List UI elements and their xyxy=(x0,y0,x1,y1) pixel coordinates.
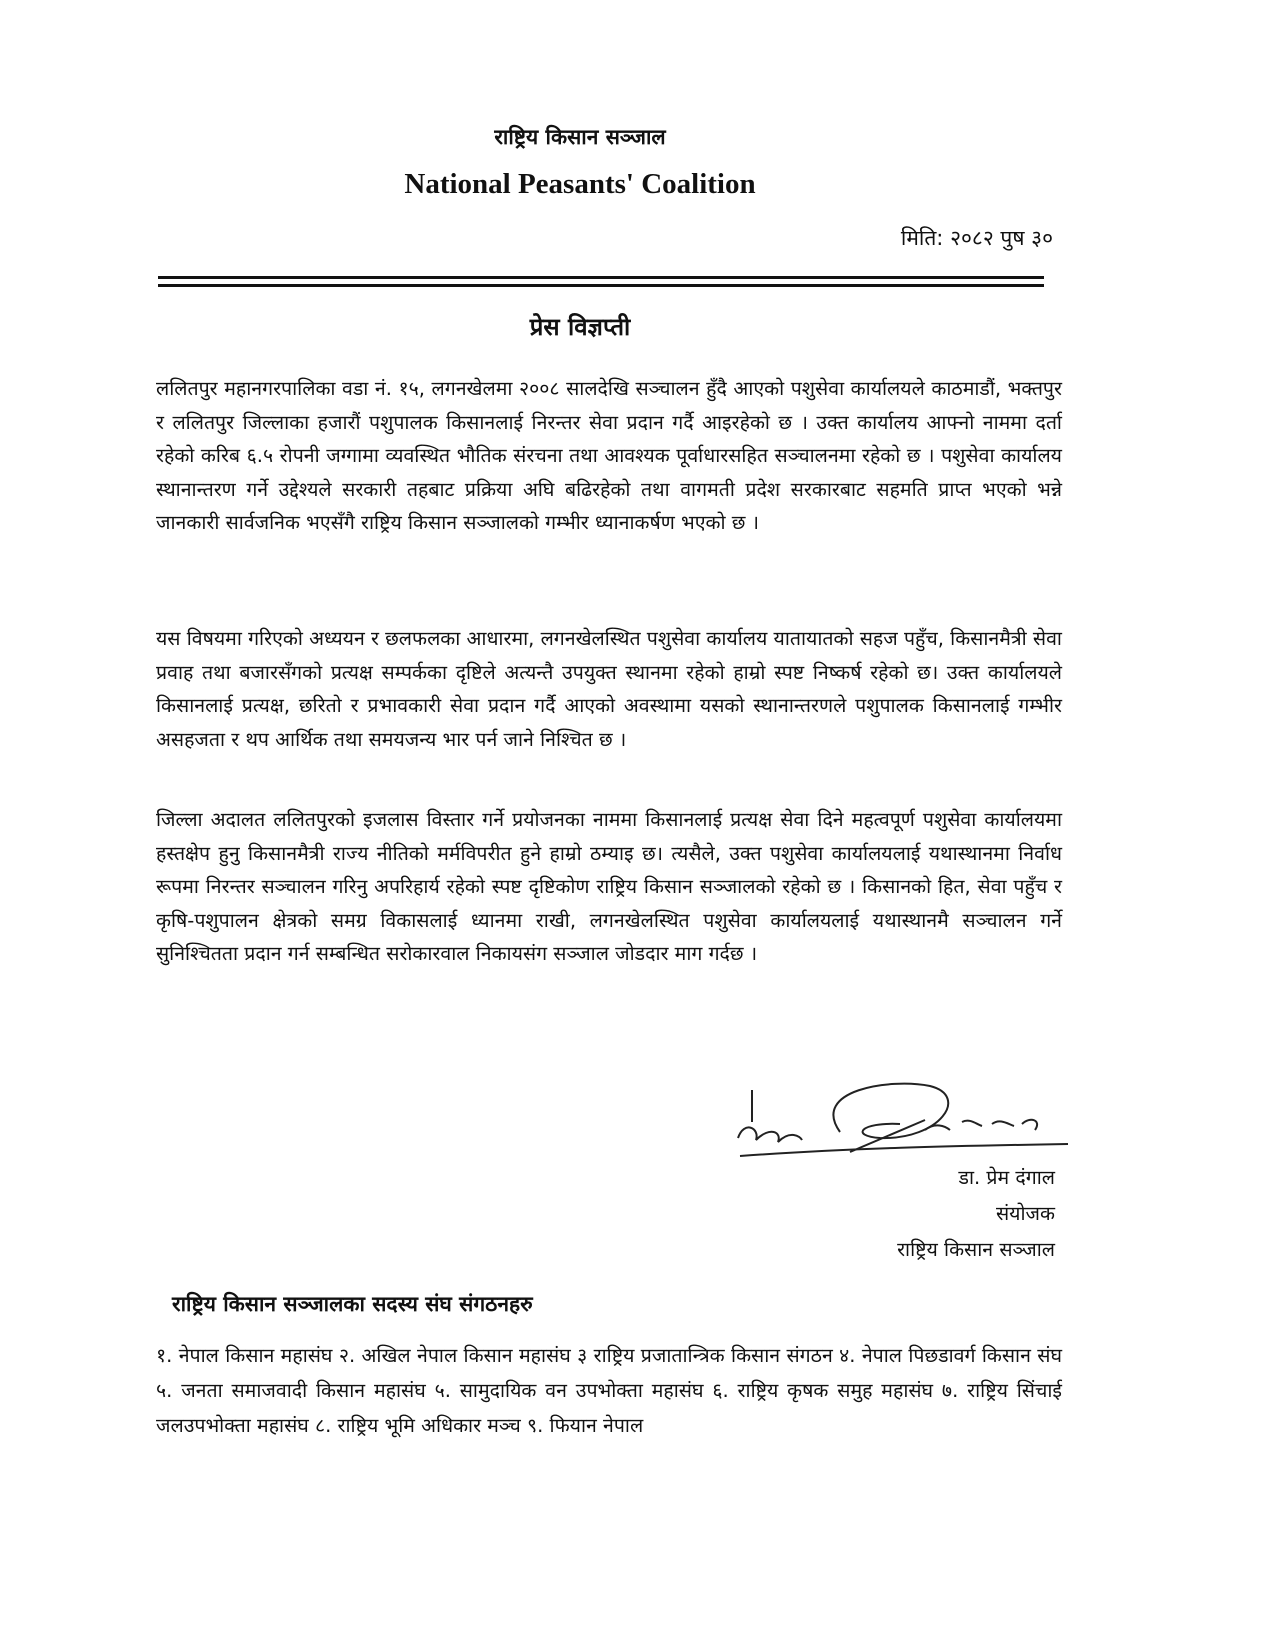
organization-name-english: National Peasants' Coalition xyxy=(404,168,756,200)
body-paragraph-2: यस विषयमा गरिएको अध्ययन र छलफलका आधारमा, लगनखेलस्थित पशुसेवा कार्यालय यातायातको सहज पहुँच, किसानमैत्री सेवा प्रवाह तथा बजारसँगको प्रत्यक्ष सम्पर्कका दृष्टिले अत्यन्तै उपयुक्त स्थानमा रहेको हाम्रो स्पष्ट निष्कर्ष रहेको छ। उक्त कार्यालयले किसानलाई प्रत्यक्ष, छरितो र प्रभावकारी सेवा प्रदान गर्दै आएको अवस्थामा यसको स्थानान्तरणले पशुपालक किसानलाई गम्भीर असहजता र थप आर्थिक तथा समयजन्य भार पर्न जाने निश्चित छ । xyxy=(156,627,1062,751)
release-date: मिति: २०८२ पुष ३० xyxy=(900,226,1053,250)
signatory-organization: राष्ट्रिय किसान सञ्जाल xyxy=(897,1238,1055,1261)
signatory-block xyxy=(897,1160,1055,1268)
signatory-position: संयोजक xyxy=(996,1202,1055,1225)
signatory-name: डा. प्रेम दंगाल xyxy=(958,1166,1055,1189)
handwritten-signature xyxy=(730,1060,1070,1160)
body-paragraph-3: जिल्ला अदालत ललितपुरको इजलास विस्तार गर्ने प्रयोजनका नाममा किसानलाई प्रत्यक्ष सेवा दिने महत्वपूर्ण पशुसेवा कार्यालयमा हस्तक्षेप हुनु किसानमैत्री राज्य नीतिको मर्मविपरीत हुने हाम्रो ठम्याइ छ। त्यसैले, उक्त पशुसेवा कार्यालयलाई यथास्थानमा निर्वाध रूपमा निरन्तर सञ्चालन गरिनु अपरिहार्य रहेको स्पष्ट दृष्टिकोण राष्ट्रिय किसान सञ्जालको रहेको छ । किसानको हित, सेवा पहुँच र कृषि-पशुपालन क्षेत्रको समग्र विकासलाई ध्यानमा राखी, लगनखेलस्थित पशुसेवा कार्यालयलाई यथास्थानमै सञ्चालन गर्ने सुनिश्चितता प्रदान गर्न सम्बन्धित सरोकारवाल निकायसंग सञ्जाल जोडदार माग गर्दछ । xyxy=(156,808,1062,965)
organization-name-nepali: राष्ट्रिय किसान सञ्जाल xyxy=(494,125,666,149)
divider-line-bottom xyxy=(158,284,1044,287)
divider-line-top xyxy=(158,276,1044,279)
press-release-title: प्रेस विज्ञप्ती xyxy=(529,313,631,341)
member-organizations-list: १. नेपाल किसान महासंघ २. अखिल नेपाल किसान महासंघ ३ राष्ट्रिय प्रजातान्त्रिक किसान संगठन ४. नेपाल पिछडावर्ग किसान संघ ५. जनता समाजवादी किसान महासंघ ५. सामुदायिक वन उपभोक्ता महासंघ ६. राष्ट्रिय कृषक समुह महासंघ ७. राष्ट्रिय सिंचाई जलउपभोक्ता महासंघ ८. राष्ट्रिय भूमि अधिकार मञ्च ९. फियान नेपाल xyxy=(156,1344,1062,1437)
member-organizations-heading: राष्ट्रिय किसान सञ्जालका सदस्य संघ संगठनहरु xyxy=(172,1292,533,1316)
body-paragraph-1: ललितपुर महानगरपालिका वडा नं. १५, लगनखेलमा २००८ सालदेखि सञ्चालन हुँदै आएको पशुसेवा कार्यालयले काठमाडौं, भक्तपुर र ललितपुर जिल्लाका हजारौं पशुपालक किसानलाई निरन्तर सेवा प्रदान गर्दै आइरहेको छ । उक्त कार्यालय आफ्नो नाममा दर्ता रहेको करिब ६.५ रोपनी जग्गामा व्यवस्थित भौतिक संरचना तथा आवश्यक पूर्वाधारसहित सञ्चालनमा रहेको छ । पशुसेवा कार्यालय स्थानान्तरण गर्ने उद्देश्यले सरकारी तहबाट प्रक्रिया अघि बढिरहेको तथा वागमती प्रदेश सरकारबाट सहमति प्राप्त भएको भन्ने जानकारी सार्वजनिक भएसँगै राष्ट्रिय किसान सञ्जालको गम्भीर ध्यानाकर्षण भएको छ । xyxy=(156,377,1062,534)
double-line-divider xyxy=(158,276,1044,290)
